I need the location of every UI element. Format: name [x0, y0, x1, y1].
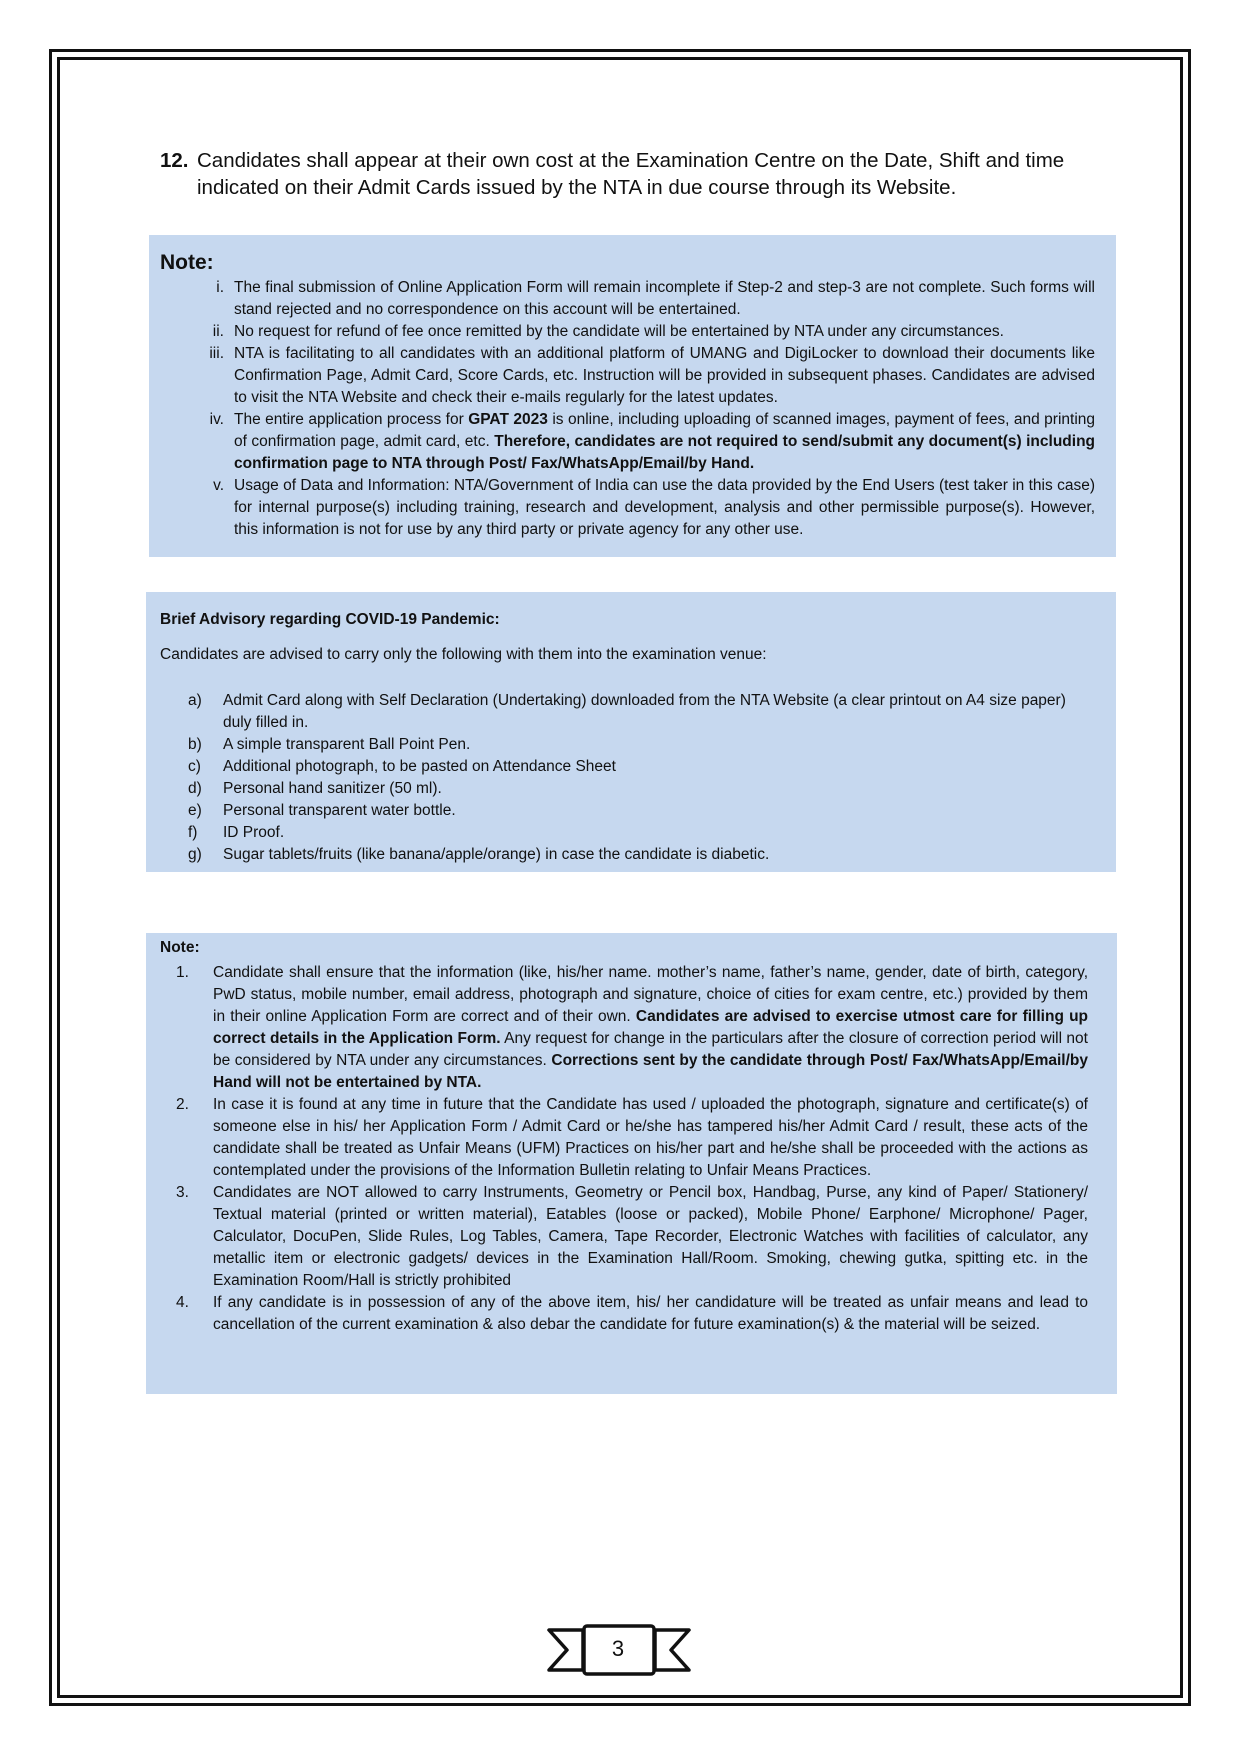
list-marker: ii. [212, 323, 224, 340]
list-item [188, 800, 1068, 822]
list-marker: 2. [176, 1096, 189, 1113]
list-text: Sugar tablets/fruits (like banana/apple/orange) in case the candidate is diabetic. [223, 846, 770, 863]
list-item [176, 1292, 1088, 1336]
advisory-title: Brief Advisory regarding COVID-19 Pandemic: [160, 611, 500, 628]
list-marker: iv. [209, 411, 224, 428]
list-text: The final submission of Online Application Form will remain incomplete if Step-2 and step-3 are not complete. Such forms will stand rejected and no correspondence on this account will be entertained. [234, 279, 1095, 318]
list-marker: v. [213, 477, 224, 494]
list-text: Additional photograph, to be pasted on Attendance Sheet [223, 758, 616, 775]
list-item [188, 822, 1068, 844]
list-item [188, 690, 1068, 734]
list-item [179, 277, 1095, 321]
list-text: Candidates are NOT allowed to carry Instruments, Geometry or Pencil box, Handbag, Purse, any kind of Paper/ Stationery/ Textual material (printed or written material), Eatables (loose or packed), Mobile Phone/ Earphone/ Microphone/ Pager, Calculator, DocuPen, Slide Rules, Log Tables, Camera, Tape Recorder, Electronic Watches with facilities of calculator, any metallic item or electronic gadgets/ devices in the Examination Hall/Room. Smoking, chewing gutka, spitting etc. in the Examination Room/Hall is strictly prohibited [213, 1184, 1088, 1289]
list-item [179, 321, 1095, 343]
list-text: is online, including uploading of scanned images, payment of fees, and printing of confirmation page, admit card, etc. [234, 411, 1095, 450]
advisory-intro: Candidates are advised to carry only the following with them into the examination venue: [160, 646, 767, 663]
exam-name: GPAT 2023 [468, 411, 548, 428]
list-text: A simple transparent Ball Point Pen. [223, 736, 471, 753]
list-text: The entire application process for [234, 411, 469, 428]
list-marker: d) [188, 780, 202, 797]
list-text: ID Proof. [223, 824, 285, 841]
list-marker: c) [188, 758, 201, 775]
list-item [176, 1182, 1088, 1292]
note-heading: Note: [160, 939, 200, 956]
list-item [188, 844, 1068, 866]
page-number: 3 [611, 1636, 625, 1661]
list-item [176, 1094, 1088, 1182]
list-text-bold: Corrections sent by the candidate through Post/ Fax/WhatsApp/Email/by Hand will not be entertained by NTA. [213, 1052, 1088, 1091]
list-text-bold: Candidates are advised to exercise utmost care for filling up correct details in the Application Form. [213, 1008, 1089, 1047]
list-item [179, 475, 1095, 541]
list-marker: 3. [176, 1184, 189, 1201]
list-marker: 4. [176, 1294, 189, 1311]
note-list [179, 277, 1095, 541]
advisory-list [188, 690, 1068, 866]
list-item [176, 962, 1088, 1094]
list-text: Usage of Data and Information: NTA/Government of India can use the data provided by the End Users (test taker in this case) for internal purpose(s) including training, research and development, analysis and other permissible purpose(s). However, this information is not for use by any third party or private agency for any other use. [234, 477, 1095, 538]
list-marker: a) [188, 692, 202, 709]
paragraph-text: Candidates shall appear at their own cost at the Examination Centre on the Date, Shift and time indicated on their Admit Cards issued by the NTA in due course through its Website. [197, 149, 1065, 199]
list-marker: 1. [176, 964, 189, 981]
list-item [188, 756, 1068, 778]
note-heading: Note: [160, 251, 214, 274]
list-item [188, 734, 1068, 756]
paragraph-number: 12. [160, 149, 189, 172]
list-marker: b) [188, 736, 202, 753]
list-item [179, 409, 1095, 475]
list-text: Admit Card along with Self Declaration (Undertaking) downloaded from the NTA Website (a clear printout on A4 size paper) duly filled in. [223, 692, 1066, 731]
list-text: Personal hand sanitizer (50 ml). [223, 780, 442, 797]
list-text: Personal transparent water bottle. [223, 802, 456, 819]
note-box-application [149, 235, 1116, 557]
list-marker: e) [188, 802, 202, 819]
list-item [188, 778, 1068, 800]
list-text: If any candidate is in possession of any of the above item, his/ her candidature will be treated as unfair means and lead to cancellation of the current examination & also debar the candidate for future examination(s) & the material will be seized. [213, 1294, 1088, 1333]
list-marker: f) [188, 824, 198, 841]
list-marker: i. [216, 279, 224, 296]
note-box-conduct [146, 933, 1117, 1394]
list-text: No request for refund of fee once remitted by the candidate will be entertained by NTA under any circumstances. [234, 323, 1004, 340]
list-text: NTA is facilitating to all candidates with an additional platform of UMANG and DigiLocker to download their documents like Confirmation Page, Admit Card, Score Cards, etc. Instruction will be provided in subsequent phases. Candidates are advised to visit the NTA Website and check their e-mails regularly for the latest updates. [234, 345, 1095, 406]
list-marker: iii. [209, 345, 224, 362]
note-list [176, 962, 1088, 1336]
list-item [179, 343, 1095, 409]
list-marker: g) [188, 846, 202, 863]
list-text: Any request for change in the particulars after the closure of correction period will not be considered by NTA under any circumstances. [213, 1030, 1088, 1069]
advisory-box-covid [146, 592, 1116, 872]
list-text-bold: Therefore, candidates are not required to send/submit any document(s) including confirmation page to NTA through Post/ Fax/WhatsApp/Email/by Hand. [234, 433, 1096, 472]
list-text: Candidate shall ensure that the information (like, his/her name. mother’s name, father’s name, gender, date of birth, category, PwD status, mobile number, email address, photograph and signature, choice of cities for exam centre, etc.) provided by them in their online Application Form are correct and of their own. [213, 964, 1088, 1025]
list-text: In case it is found at any time in future that the Candidate has used / uploaded the photograph, signature and certificate(s) of someone else in his/ her Application Form / Admit Card or he/she has tampered his/her Admit Card / result, these acts of the candidate shall be treated as Unfair Means (UFM) Practices on his/her part and he/she shall be proceeded with the actions as contemplated under the provisions of the Information Bulletin relating to Unfair Means Practices. [213, 1096, 1088, 1179]
paragraph-12 [160, 147, 1090, 201]
